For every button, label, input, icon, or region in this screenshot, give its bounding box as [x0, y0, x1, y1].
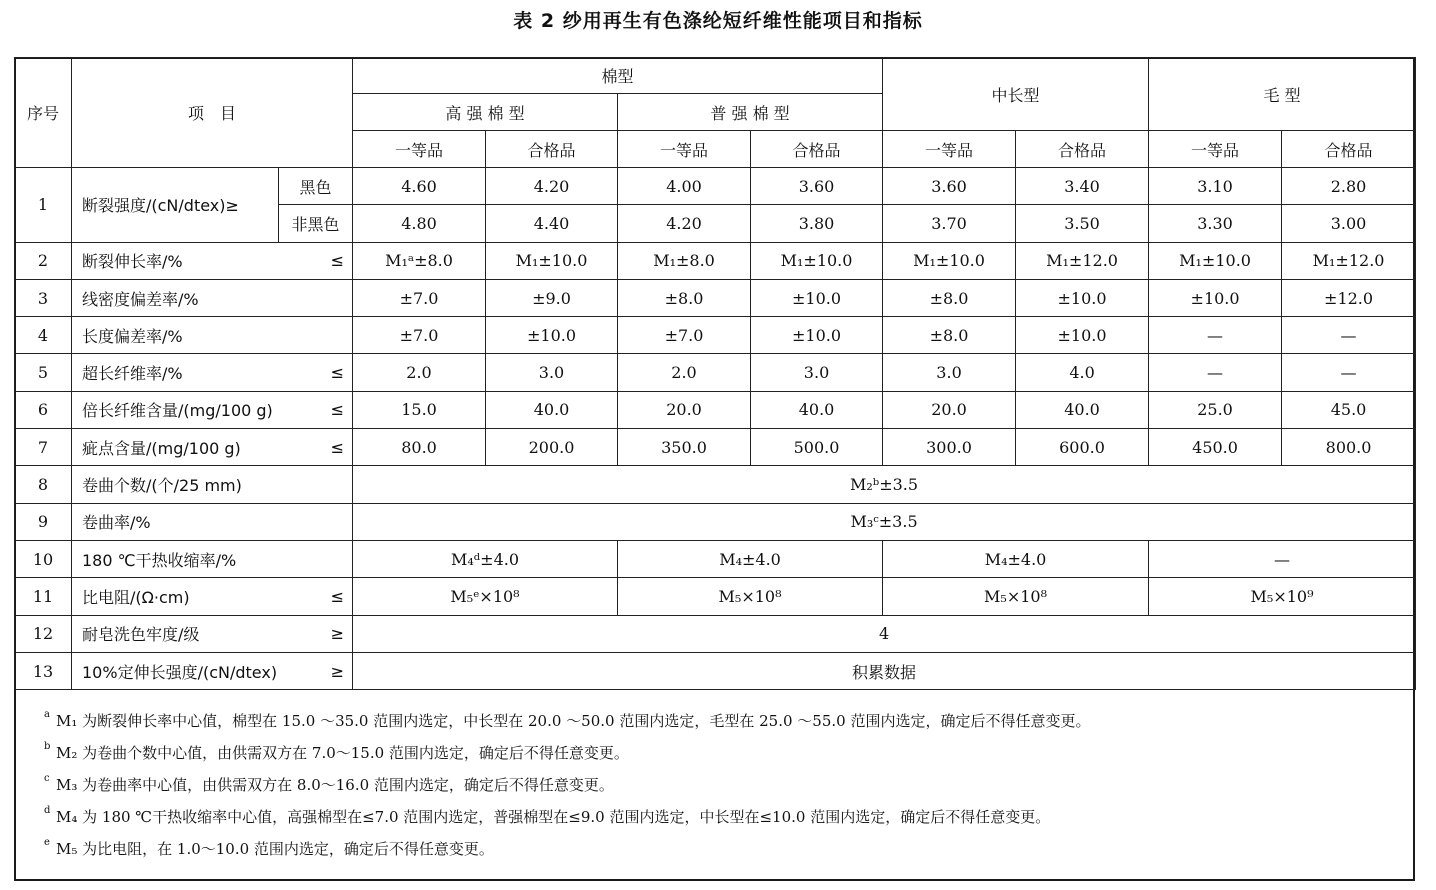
value-cell: 2.0 — [353, 354, 486, 391]
row-item-cell — [72, 503, 353, 540]
value-cell: 600.0 — [1016, 429, 1149, 466]
value-cell: — — [1282, 317, 1416, 354]
row-item: 耐皂洗色牢度/级 — [82, 625, 200, 645]
row-item: 比电阻/(Ω·cm) — [82, 587, 190, 607]
comparison-symbol: ≥ — [330, 624, 345, 644]
footnote-text: M₂ 为卷曲个数中心值，由供需双方在 7.0～15.0 范围内选定，确定后不得任意变更。 — [56, 744, 629, 762]
row-item-cell — [72, 391, 353, 428]
value-cell: 3.0 — [751, 354, 883, 391]
row-item: 断裂伸长率/% — [82, 252, 183, 272]
value-cell: 3.60 — [751, 168, 883, 205]
value-cell: 800.0 — [1282, 429, 1416, 466]
footnote — [44, 769, 1396, 801]
row-item: 180 ℃干热收缩率/% — [82, 550, 237, 570]
row-item-cell — [72, 540, 353, 577]
value-cell: 40.0 — [486, 391, 618, 428]
footnote — [44, 705, 1396, 737]
comparison-symbol: ≤ — [330, 437, 345, 457]
row-number: 2 — [15, 242, 72, 279]
table-row — [15, 503, 1416, 540]
row-item-cell — [72, 578, 353, 615]
grade-first: 一等品 — [618, 131, 751, 168]
value-cell: M₁±12.0 — [1282, 242, 1416, 279]
value-cell: 40.0 — [1016, 391, 1149, 428]
value-cell: 3.50 — [1016, 205, 1149, 242]
value-cell: 4.0 — [1016, 354, 1149, 391]
grade-qualified: 合格品 — [1016, 131, 1149, 168]
value-cell-group: M₅ᵉ×10⁸ — [353, 578, 618, 615]
row-item: 长度偏差率/% — [82, 326, 183, 346]
value-cell: 20.0 — [883, 391, 1016, 428]
value-cell: ±8.0 — [883, 279, 1016, 316]
grade-qualified: 合格品 — [486, 131, 618, 168]
footnote — [44, 801, 1396, 833]
footnote-text: M₃ 为卷曲率中心值，由供需双方在 8.0～16.0 范围内选定，确定后不得任意变更。 — [56, 776, 614, 794]
table-row — [15, 168, 1416, 205]
value-cell-merged: 4 — [353, 615, 1416, 652]
value-cell: 45.0 — [1282, 391, 1416, 428]
value-cell: 3.00 — [1282, 205, 1416, 242]
value-cell: 4.00 — [618, 168, 751, 205]
value-cell: — — [1149, 317, 1282, 354]
row-number: 6 — [15, 391, 72, 428]
value-cell: ±7.0 — [618, 317, 751, 354]
value-cell: M₁±10.0 — [486, 242, 618, 279]
footnote-mark: e — [44, 837, 50, 848]
footnote-mark: d — [44, 805, 51, 816]
table-row — [15, 429, 1416, 466]
value-cell: 3.60 — [883, 168, 1016, 205]
table-row — [15, 242, 1416, 279]
footnote-text: M₁ 为断裂伸长率中心值，棉型在 15.0 ～35.0 范围内选定，中长型在 20.0 ～50.0 范围内选定，毛型在 25.0 ～55.0 范围内选定，确定后不得任意变更。 — [56, 712, 1091, 730]
footnote — [44, 833, 1396, 865]
row-subitem: 非黑色 — [279, 205, 353, 242]
value-cell: 3.40 — [1016, 168, 1149, 205]
row-number: 12 — [15, 615, 72, 652]
table-row — [15, 354, 1416, 391]
value-cell: 4.60 — [353, 168, 486, 205]
table-row — [15, 391, 1416, 428]
row-item-cell — [72, 652, 353, 689]
value-cell: 40.0 — [751, 391, 883, 428]
value-cell: 3.70 — [883, 205, 1016, 242]
value-cell: 25.0 — [1149, 391, 1282, 428]
value-cell: ±10.0 — [486, 317, 618, 354]
table-row — [15, 466, 1416, 503]
table-row — [15, 652, 1416, 689]
value-cell: ±12.0 — [1282, 279, 1416, 316]
row-item: 10%定伸长强度/(cN/dtex) — [82, 662, 278, 682]
row-item-cell — [72, 466, 353, 503]
value-cell: M₁ᵃ±8.0 — [353, 242, 486, 279]
value-cell: M₁±8.0 — [618, 242, 751, 279]
value-cell-group: M₅×10⁹ — [1149, 578, 1416, 615]
footnote-mark: c — [44, 773, 50, 784]
value-cell: 20.0 — [618, 391, 751, 428]
value-cell: 500.0 — [751, 429, 883, 466]
value-cell: M₁±10.0 — [883, 242, 1016, 279]
header-high-strength: 高 强 棉 型 — [353, 94, 618, 131]
row-number: 9 — [15, 503, 72, 540]
value-cell: — — [1282, 354, 1416, 391]
row-item: 卷曲个数/(个/25 mm) — [82, 476, 242, 496]
footnote-mark: a — [44, 709, 50, 720]
value-cell: 15.0 — [353, 391, 486, 428]
value-cell: 80.0 — [353, 429, 486, 466]
row-item-cell — [72, 615, 353, 652]
footnote-text: M₄ 为 180 ℃干热收缩率中心值，高强棉型在≤7.0 范围内选定，普强棉型在≤9.0 范围内选定，中长型在≤10.0 范围内选定，确定后不得任意变更。 — [56, 808, 1051, 826]
value-cell: ±8.0 — [618, 279, 751, 316]
comparison-symbol: ≤ — [330, 251, 345, 271]
value-cell: M₁±12.0 — [1016, 242, 1149, 279]
row-number: 1 — [15, 168, 72, 243]
row-item: 疵点含量/(mg/100 g) — [82, 438, 241, 458]
value-cell-group: M₅×10⁸ — [618, 578, 883, 615]
row-number: 10 — [15, 540, 72, 577]
header-seq: 序号 — [15, 58, 72, 168]
header-wool: 毛 型 — [1149, 58, 1416, 131]
value-cell: 4.20 — [486, 168, 618, 205]
table-row — [15, 279, 1416, 316]
value-cell: ±10.0 — [751, 317, 883, 354]
value-cell-group: M₅×10⁸ — [883, 578, 1149, 615]
table-row — [15, 317, 1416, 354]
value-cell-group: M₄±4.0 — [883, 540, 1149, 577]
table-title: 表 2 纱用再生有色涤纶短纤维性能项目和指标 — [513, 10, 923, 32]
value-cell: ±10.0 — [751, 279, 883, 316]
row-item: 线密度偏差率/% — [82, 289, 199, 309]
row-number: 8 — [15, 466, 72, 503]
footnote — [44, 737, 1396, 769]
value-cell: ±10.0 — [1016, 317, 1149, 354]
value-cell: M₁±10.0 — [1149, 242, 1282, 279]
value-cell: — — [1149, 354, 1282, 391]
value-cell: 4.40 — [486, 205, 618, 242]
value-cell: 3.10 — [1149, 168, 1282, 205]
value-cell-group: M₄ᵈ±4.0 — [353, 540, 618, 577]
grade-first: 一等品 — [353, 131, 486, 168]
footnotes — [44, 705, 1396, 865]
value-cell: 3.30 — [1149, 205, 1282, 242]
header-item: 项 目 — [72, 58, 353, 168]
value-cell: ±7.0 — [353, 317, 486, 354]
row-item-cell — [72, 354, 353, 391]
comparison-symbol: ≤ — [330, 400, 345, 420]
row-item: 倍长纤维含量/(mg/100 g) — [82, 401, 273, 421]
row-item-cell — [72, 317, 353, 354]
value-cell: ±9.0 — [486, 279, 618, 316]
grade-first: 一等品 — [883, 131, 1016, 168]
header-row-1 — [15, 58, 1416, 94]
value-cell: 3.0 — [486, 354, 618, 391]
header-mid-length: 中长型 — [883, 58, 1149, 131]
row-subitem: 黑色 — [279, 168, 353, 205]
value-cell: ±10.0 — [1016, 279, 1149, 316]
value-cell: 300.0 — [883, 429, 1016, 466]
value-cell: 450.0 — [1149, 429, 1282, 466]
value-cell-group: M₄±4.0 — [618, 540, 883, 577]
value-cell: 4.20 — [618, 205, 751, 242]
value-cell: 3.80 — [751, 205, 883, 242]
row-item-cell — [72, 429, 353, 466]
table-row — [15, 540, 1416, 577]
row-number: 13 — [15, 652, 72, 689]
value-cell: M₁±10.0 — [751, 242, 883, 279]
value-cell: 2.0 — [618, 354, 751, 391]
value-cell: ±10.0 — [1149, 279, 1282, 316]
row-item-cell — [72, 279, 353, 316]
grade-qualified: 合格品 — [751, 131, 883, 168]
footnote-mark: b — [44, 741, 51, 752]
row-number: 11 — [15, 578, 72, 615]
value-cell-merged: 积累数据 — [353, 652, 1416, 689]
value-cell: 3.0 — [883, 354, 1016, 391]
row-number: 5 — [15, 354, 72, 391]
value-cell-merged: M₃ᶜ±3.5 — [353, 503, 1416, 540]
comparison-symbol: ≥ — [330, 661, 345, 681]
value-cell: ±8.0 — [883, 317, 1016, 354]
value-cell: 4.80 — [353, 205, 486, 242]
table-row — [15, 578, 1416, 615]
row-item: 断裂强度/(cN/dtex)≥ — [72, 168, 279, 243]
row-item: 超长纤维率/% — [82, 364, 183, 384]
row-number: 7 — [15, 429, 72, 466]
row-item: 卷曲率/% — [82, 513, 151, 533]
row-item-cell — [72, 242, 353, 279]
footnote-text: M₅ 为比电阻，在 1.0～10.0 范围内选定，确定后不得任意变更。 — [56, 840, 494, 858]
table-row — [15, 615, 1416, 652]
header-cotton: 棉型 — [353, 58, 883, 94]
value-cell: 350.0 — [618, 429, 751, 466]
comparison-symbol: ≤ — [330, 363, 345, 383]
grade-first: 一等品 — [1149, 131, 1282, 168]
row-number: 3 — [15, 279, 72, 316]
spec-table — [14, 57, 1416, 690]
comparison-symbol: ≤ — [330, 586, 345, 606]
value-cell-group: — — [1149, 540, 1416, 577]
header-normal-strength: 普 强 棉 型 — [618, 94, 883, 131]
value-cell: 2.80 — [1282, 168, 1416, 205]
value-cell-merged: M₂ᵇ±3.5 — [353, 466, 1416, 503]
value-cell: 200.0 — [486, 429, 618, 466]
value-cell: ±7.0 — [353, 279, 486, 316]
row-number: 4 — [15, 317, 72, 354]
grade-qualified: 合格品 — [1282, 131, 1416, 168]
